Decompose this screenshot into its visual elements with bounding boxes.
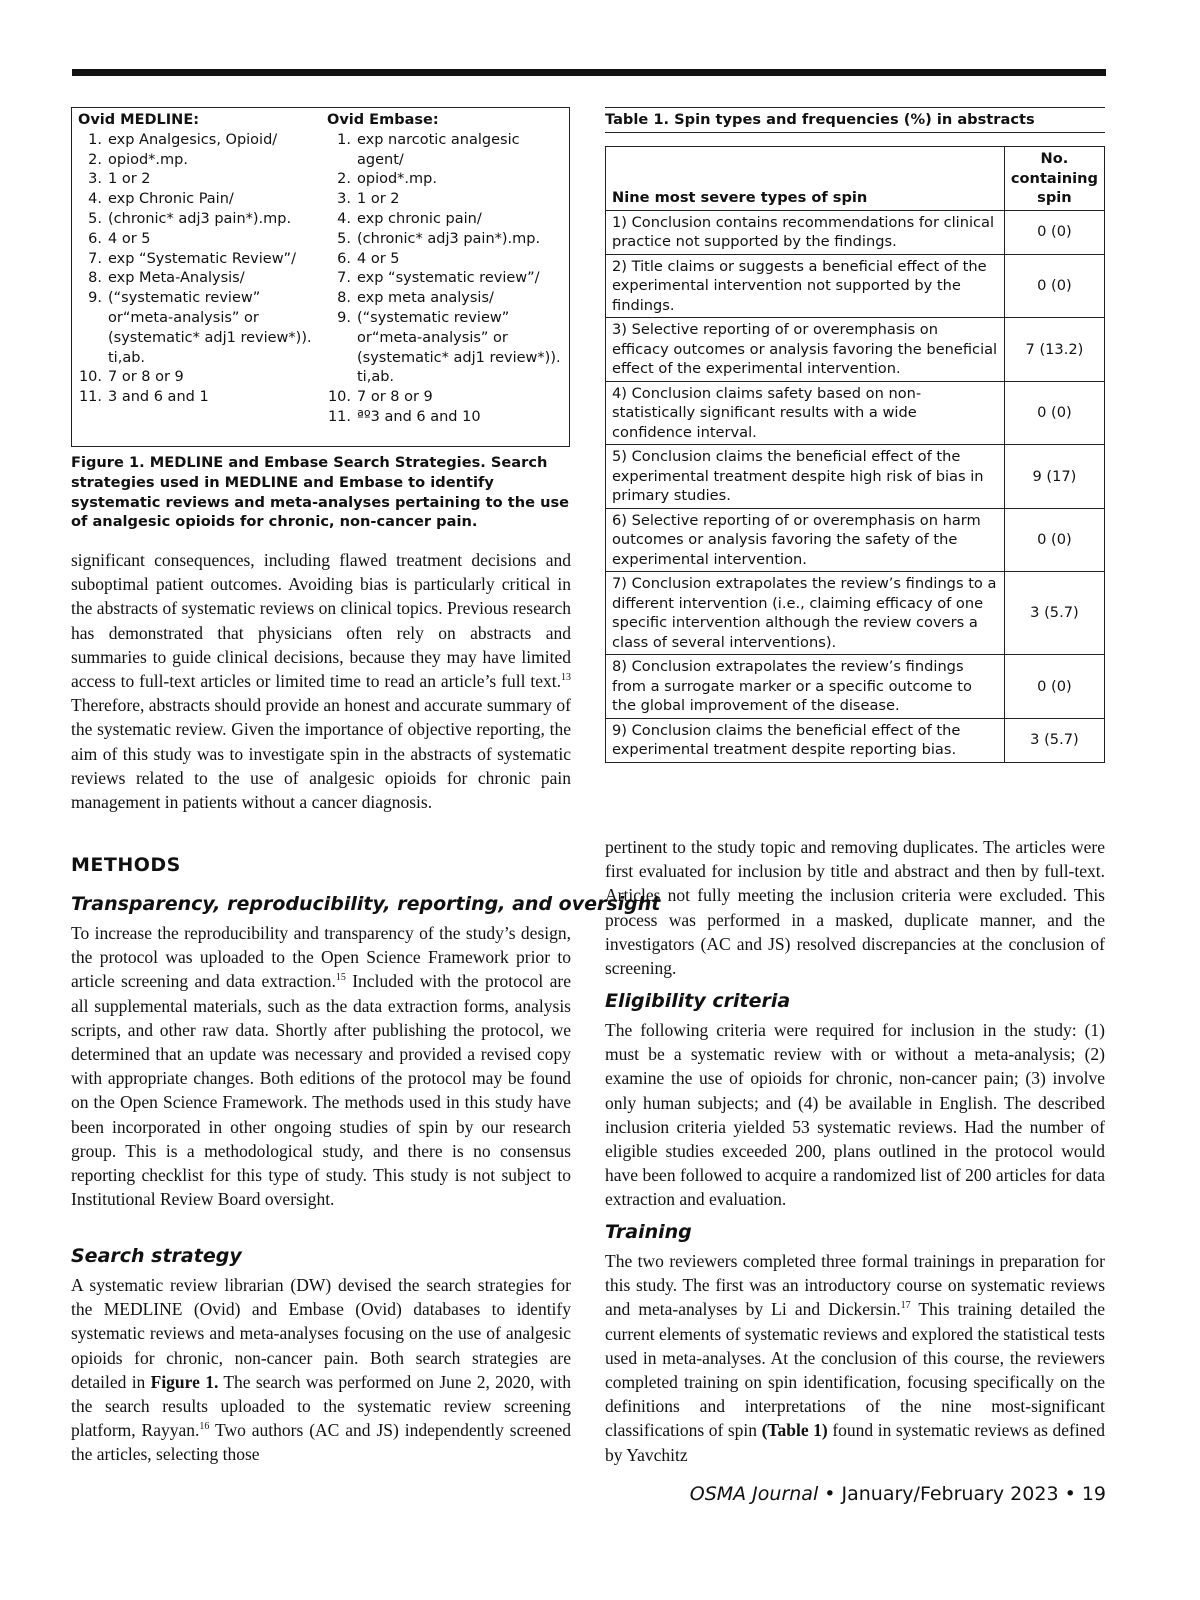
journal-name: OSMA Journal — [689, 1483, 819, 1505]
step-text: 4 or 5 — [108, 230, 151, 247]
step-text: exp Chronic Pain/ — [108, 191, 234, 208]
step-number: 5. — [88, 210, 102, 227]
text-span: Included with the protocol are all supplemental materials, such as the data extraction forms, analysis scripts, and other raw data. Shortly after publishing the protocol, we determined that an update was necessary and provided a revised copy with appropriate changes. Both editions of the protocol may be found on the Open Science Framework. The methods used in this study have been incorporated in other ongoing studies of spin by our research group. This is a methodological study, and there is no consensus reporting checklist for this type of study. This study is not subject to Institutional Review Board oversight. — [71, 971, 571, 1210]
step-number: 5. — [337, 230, 351, 247]
embase-list — [327, 131, 565, 428]
top-rule — [72, 69, 1106, 76]
step-text: exp “Systematic Review”/ — [108, 250, 296, 267]
spin-type-cell: 8) Conclusion extrapolates the review’s findings from a surrogate marker or a specific outcome to the global improvement of the disease. — [606, 655, 1005, 719]
medline-step — [78, 210, 316, 230]
step-text: opiod*.mp. — [108, 151, 188, 168]
table-row — [606, 381, 1105, 445]
medline-step — [78, 170, 316, 190]
table-row — [606, 718, 1105, 762]
step-text: exp chronic pain/ — [357, 210, 482, 227]
step-text: 1 or 2 — [357, 191, 400, 208]
table-row — [606, 655, 1105, 719]
embase-step — [327, 289, 565, 309]
embase-step — [327, 210, 565, 230]
table-row — [606, 572, 1105, 655]
column-header-count: No. containing spin — [1004, 147, 1104, 211]
text-span: Therefore, abstracts should provide an honest and accurate summary of the systematic review. Given the importance of objective reporting, the aim of this study was to investigate spin in the abstracts of systematic reviews related to the use of analgesic opioids for chronic pain management in patients without a cancer diagnosis. — [71, 695, 571, 813]
spin-count-cell: 3 (5.7) — [1004, 718, 1104, 762]
table-row — [606, 210, 1105, 254]
step-number: 2. — [337, 171, 351, 188]
embase-step — [327, 309, 565, 388]
embase-step — [327, 190, 565, 210]
spin-type-cell: 3) Selective reporting of or overemphasis on efficacy outcomes or analysis favoring the beneficial effect of the experimental intervention. — [606, 318, 1005, 382]
reference-17: 17 — [900, 1300, 911, 1312]
text-span: The two reviewers completed three formal trainings in preparation for this study. The first was an introductory course on systematic reviews and meta-analyses by Li and Dickersin. — [605, 1251, 1105, 1320]
step-text: ªº3 and 6 and 10 — [357, 408, 481, 425]
step-text: 4 or 5 — [357, 250, 400, 267]
step-number: 6. — [337, 250, 351, 267]
step-number: 4. — [88, 191, 102, 208]
step-text: 1 or 2 — [108, 171, 151, 188]
table-header-row — [606, 147, 1105, 211]
step-number: 1. — [337, 131, 351, 148]
spin-type-cell: 6) Selective reporting of or overemphasis on harm outcomes or analysis favoring the safety of the experimental intervention. — [606, 508, 1005, 572]
step-number: 2. — [88, 151, 102, 168]
methods-heading: METHODS — [71, 854, 181, 876]
embase-step — [327, 170, 565, 190]
medline-step — [78, 269, 316, 289]
table-row — [606, 508, 1105, 572]
step-text: (“systematic review” or“meta-analysis” or (systematic* adj1 review*)). ti,ab. — [108, 290, 312, 366]
medline-step — [78, 289, 316, 368]
spin-type-cell: 4) Conclusion claims safety based on non-statistically significant results with a wide confidence interval. — [606, 381, 1005, 445]
spin-count-cell: 0 (0) — [1004, 210, 1104, 254]
figure-1-caption: Figure 1. MEDLINE and Embase Search Strategies. Search strategies used in MEDLINE and Embase to identify systematic reviews and meta-analyses pertaining to the use of analgesic opioids for chronic, non-cancer pain. — [71, 454, 570, 531]
table-body — [606, 210, 1105, 762]
step-text: 7 or 8 or 9 — [357, 389, 433, 406]
embase-title: Ovid Embase: — [327, 112, 439, 128]
medline-step — [78, 131, 316, 151]
figure-1-reference: Figure 1. — [150, 1371, 219, 1392]
step-number: 6. — [88, 230, 102, 247]
text-span: A systematic review librarian (DW) devised the search strategies for the MEDLINE (Ovid) and Embase (Ovid) databases to identify systematic reviews and meta-analyses focusing on the use of analgesic opioids for chronic, non-cancer pain. Both search strategies are detailed in — [71, 1275, 571, 1392]
text-span: significant consequences, including flawed treatment decisions and suboptimal patient outcomes. Avoiding bias is particularly critical in the abstracts of systematic reviews on clinical topics. Previous research has demonstrated that physicians often rely on abstracts and summaries to guide clinical decisions, because they may have limited access to full-text articles or limited time to read an article’s full text. — [71, 550, 571, 692]
step-number: 3. — [88, 171, 102, 188]
spin-count-cell: 7 (13.2) — [1004, 318, 1104, 382]
embase-step — [327, 408, 565, 428]
step-text: exp narcotic analgesic agent/ — [357, 131, 520, 168]
embase-step — [327, 131, 565, 171]
text-span: The search was performed on June 2, 2020, with the search results uploaded to the systematic review screening platform, Rayyan. — [71, 1371, 571, 1441]
reference-16: 16 — [199, 1421, 210, 1433]
step-number: 11. — [327, 408, 351, 425]
medline-step — [78, 250, 316, 270]
medline-strategy — [78, 111, 316, 408]
spin-type-cell: 9) Conclusion claims the beneficial effect of the experimental treatment despite reporting bias. — [606, 718, 1005, 762]
issue-and-page: • January/February 2023 • 19 — [818, 1483, 1106, 1505]
spin-count-cell: 0 (0) — [1004, 381, 1104, 445]
medline-step — [78, 388, 316, 408]
step-number: 9. — [88, 290, 102, 307]
intro-paragraph — [71, 548, 571, 814]
step-text: (“systematic review” or“meta-analysis” or (systematic* adj1 review*)). ti,ab. — [357, 309, 561, 386]
training-subheading: Training — [605, 1221, 692, 1243]
text-span: This training detailed the current elements of systematic reviews and explored the statistical tests used in meta-analyses. At the conclusion of this course, the reviewers completed training on spin identification, focusing specifically on the definitions and interpretations of the nine most-significant classifications of spin — [605, 1299, 1105, 1441]
step-number: 10. — [78, 369, 102, 386]
spin-count-cell: 3 (5.7) — [1004, 572, 1104, 655]
step-text: exp “systematic review”/ — [357, 270, 540, 287]
column-header-spin-type: Nine most severe types of spin — [606, 147, 1005, 211]
spin-count-cell: 9 (17) — [1004, 445, 1104, 509]
reference-15: 15 — [335, 972, 346, 984]
table-1-spin-types — [605, 146, 1105, 763]
step-number: 9. — [337, 309, 351, 326]
table-1-reference: (Table 1) — [761, 1420, 828, 1441]
embase-step — [327, 250, 565, 270]
step-text: opiod*.mp. — [357, 171, 437, 188]
transparency-subheading: Transparency, reproducibility, reporting, and oversight — [71, 893, 661, 915]
figure-1-search-strategies — [71, 107, 570, 447]
eligibility-subheading: Eligibility criteria — [605, 990, 791, 1012]
spin-type-cell: 2) Title claims or suggests a beneficial effect of the experimental intervention not supported by the findings. — [606, 254, 1005, 318]
medline-step — [78, 230, 316, 250]
step-text: 3 and 6 and 1 — [108, 389, 209, 406]
embase-step — [327, 388, 565, 408]
spin-type-cell: 1) Conclusion contains recommendations for clinical practice not supported by the findings. — [606, 210, 1005, 254]
transparency-paragraph — [71, 921, 571, 1211]
text-span: To increase the reproducibility and transparency of the study’s design, the protocol was uploaded to the Open Science Framework prior to article screening and data extraction. — [71, 923, 571, 992]
medline-step — [78, 368, 316, 388]
search-strategy-paragraph — [71, 1273, 571, 1467]
step-number: 4. — [337, 210, 351, 227]
medline-step — [78, 190, 316, 210]
step-text: (chronic* adj3 pain*).mp. — [108, 210, 292, 227]
table-row — [606, 445, 1105, 509]
text-span: Two authors (AC and JS) independently screened the articles, selecting those — [71, 1420, 571, 1465]
step-number: 8. — [88, 270, 102, 287]
step-number: 3. — [337, 191, 351, 208]
embase-step — [327, 230, 565, 250]
screening-paragraph: pertinent to the study topic and removing duplicates. The articles were first evaluated for inclusion by title and abstract and then by full-text. Articles not fully meeting the inclusion criteria were excluded. This process was performed in a masked, duplicate manner, and the investigators (AC and JS) resolved discrepancies at the conclusion of screening. — [605, 837, 1105, 979]
spin-count-cell: 0 (0) — [1004, 655, 1104, 719]
spin-count-cell: 0 (0) — [1004, 508, 1104, 572]
medline-title: Ovid MEDLINE: — [78, 112, 200, 128]
text-span: found in systematic reviews as defined by Yavchitz — [605, 1420, 1105, 1465]
step-number: 11. — [78, 389, 102, 406]
embase-strategy — [327, 111, 565, 428]
medline-step — [78, 151, 316, 171]
step-text: 7 or 8 or 9 — [108, 369, 184, 386]
step-number: 7. — [88, 250, 102, 267]
table-1-title: Table 1. Spin types and frequencies (%) in abstracts — [605, 107, 1105, 133]
embase-step — [327, 269, 565, 289]
step-number: 7. — [337, 270, 351, 287]
table-row — [606, 254, 1105, 318]
training-paragraph — [605, 1249, 1105, 1467]
step-text: exp Meta-Analysis/ — [108, 270, 245, 287]
medline-list — [78, 131, 316, 408]
step-number: 8. — [337, 290, 351, 307]
reference-13: 13 — [561, 672, 571, 684]
spin-count-cell: 0 (0) — [1004, 254, 1104, 318]
step-text: (chronic* adj3 pain*).mp. — [357, 230, 541, 247]
step-text: exp Analgesics, Opioid/ — [108, 131, 278, 148]
spin-type-cell: 5) Conclusion claims the beneficial effect of the experimental treatment despite high risk of bias in primary studies. — [606, 445, 1005, 509]
table-row — [606, 318, 1105, 382]
step-number: 10. — [327, 389, 351, 406]
step-text: exp meta analysis/ — [357, 290, 494, 307]
spin-type-cell: 7) Conclusion extrapolates the review’s findings to a different intervention (i.e., claiming efficacy of one specific intervention although the review covers a class of several interventions). — [606, 572, 1005, 655]
step-number: 1. — [88, 131, 102, 148]
search-strategy-subheading: Search strategy — [71, 1245, 242, 1267]
page-footer — [690, 1483, 1106, 1505]
eligibility-paragraph: The following criteria were required for inclusion in the study: (1) must be a systematic review with or without a meta-analysis; (2) examine the use of opioids for chronic, non-cancer pain; (3) involve only human subjects; and (4) be available in English. The described inclusion criteria yielded 53 systematic reviews. Had the number of eligible studies exceeded 200, plans outlined in the protocol would have been followed to acquire a randomized list of 200 articles for data extraction and evaluation. — [605, 1020, 1105, 1210]
